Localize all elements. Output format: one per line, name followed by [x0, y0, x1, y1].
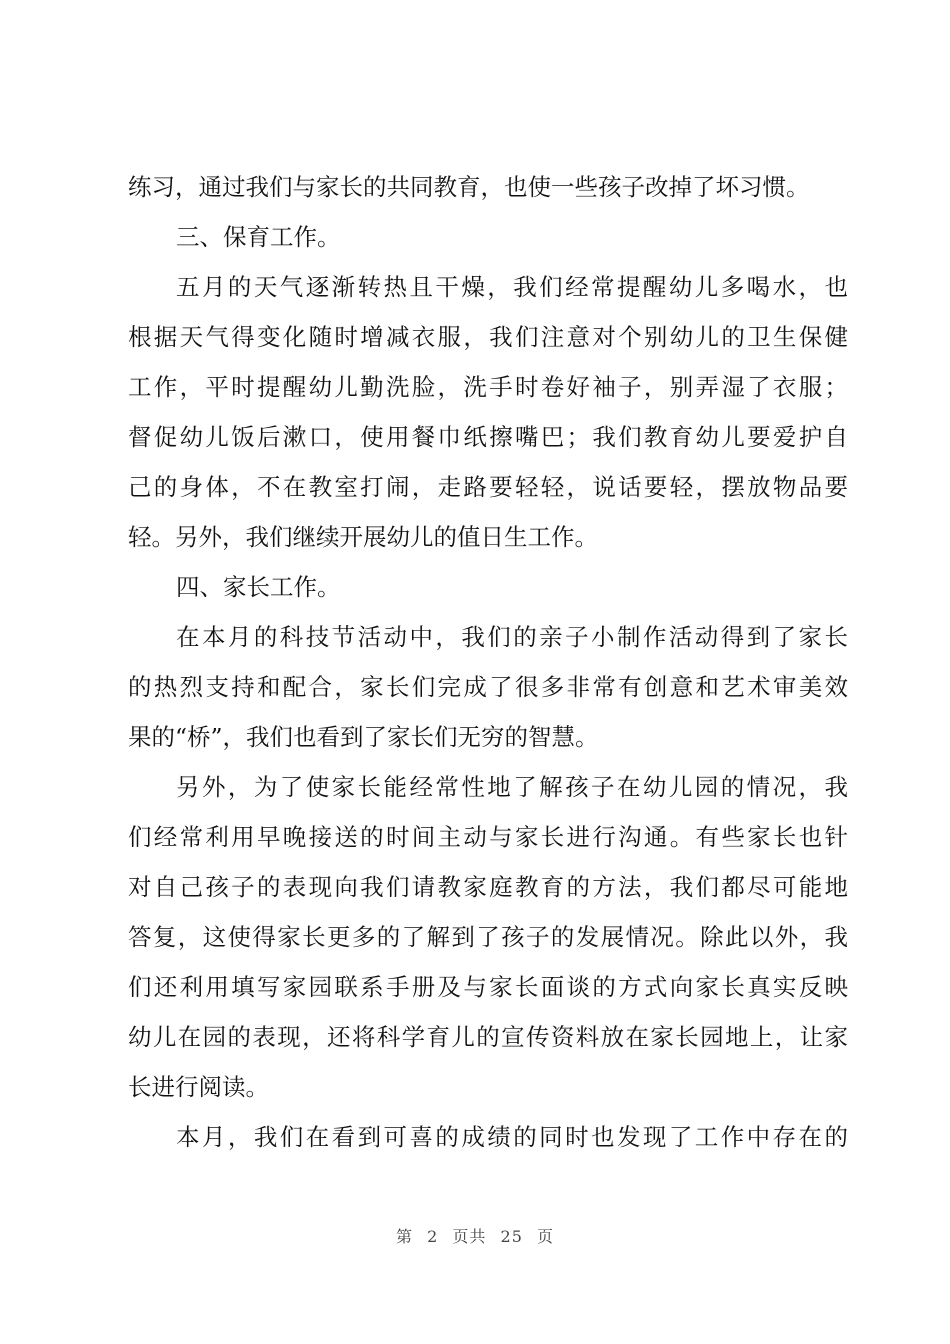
- text-line: 根据天气得变化随时增减衣服，我们注意对个别幼儿的卫生保健: [128, 323, 848, 351]
- text-line: 们还利用填写家园联系手册及与家长面谈的方式向家长真实反映: [128, 973, 848, 1001]
- text-line: 们经常利用早晚接送的时间主动与家长进行沟通。有些家长也针: [128, 823, 848, 851]
- text-line: 五月的天气逐渐转热且干燥，我们经常提醒幼儿多喝水，也: [176, 273, 848, 301]
- text-line: 对自己孩子的表现向我们请教家庭教育的方法，我们都尽可能地: [128, 873, 848, 901]
- text-line: 轻。另外，我们继续开展幼儿的值日生工作。: [128, 523, 598, 551]
- text-line: 果的“桥”，我们也看到了家长们无穷的智慧。: [128, 723, 599, 751]
- text-line: 在本月的科技节活动中，我们的亲子小制作活动得到了家长: [176, 623, 848, 651]
- text-line: 督促幼儿饭后漱口，使用餐巾纸擦嘴巴；我们教育幼儿要爱护自: [128, 423, 848, 451]
- text-line: 的热烈支持和配合，家长们完成了很多非常有创意和艺术审美效: [128, 673, 848, 701]
- paragraph: [128, 212, 848, 262]
- text-line: 本月，我们在看到可喜的成绩的同时也发现了工作中存在的: [176, 1123, 848, 1151]
- paragraph: [128, 262, 848, 562]
- text-line: 己的身体，不在教室打闹，走路要轻轻，说话要轻，摆放物品要: [128, 473, 848, 501]
- text-line: 工作，平时提醒幼儿勤洗脸，洗手时卷好袖子，别弄湿了衣服；: [128, 373, 848, 401]
- paragraph: [128, 1112, 848, 1162]
- paragraph: [128, 612, 848, 762]
- text-line: 长进行阅读。: [128, 1073, 269, 1101]
- footer-suffix: 页: [536, 1227, 554, 1246]
- paragraph: [128, 562, 848, 612]
- footer-total-pages: 25: [500, 1227, 523, 1246]
- text-line: 幼儿在园的表现，还将科学育儿的宣传资料放在家长园地上，让家: [128, 1023, 848, 1051]
- text-line: 练习，通过我们与家长的共同教育，也使一些孩子改掉了坏习惯。: [128, 173, 810, 201]
- footer-prefix: 第: [396, 1227, 414, 1246]
- paragraph: [128, 762, 848, 1112]
- text-line: 四、家长工作。: [176, 573, 341, 601]
- text-line: 另外，为了使家长能经常性地了解孩子在幼儿园的情况，我: [176, 773, 848, 801]
- text-line: 答复，这使得家长更多的了解到了孩子的发展情况。除此以外，我: [128, 923, 848, 951]
- text-line: 三、保育工作。: [176, 223, 341, 251]
- footer-middle: 页共: [452, 1227, 487, 1246]
- document-body: [128, 162, 848, 1162]
- paragraph: [128, 162, 848, 212]
- page-footer: [0, 1224, 950, 1247]
- footer-page-number: 2: [427, 1227, 439, 1246]
